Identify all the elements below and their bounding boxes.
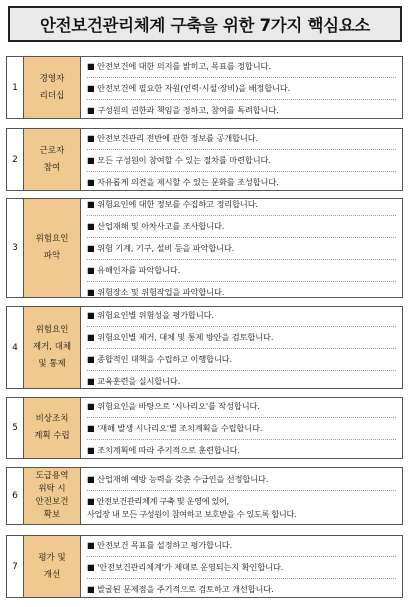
element-number: 7 (7, 536, 24, 597)
list-item: ■ 조치계획에 따라 주기적으로 훈련합니다. (87, 445, 240, 455)
list-item: ■ '안전보건관리체계'가 제대로 운영되는지 확인합니다. (87, 557, 396, 579)
title-box (8, 6, 402, 42)
element-label-cell (24, 398, 81, 458)
element-row (6, 397, 403, 459)
element-number: 2 (7, 129, 24, 190)
element-row (6, 56, 403, 119)
list-item: ■ 안전보건에 대한 의지를 밝히고, 목표를 정합니다. (87, 56, 396, 78)
list-item: ■ 교육훈련을 실시합니다. (87, 375, 181, 386)
element-label: 경영자 리더십 (39, 73, 65, 101)
list-item: ■ 위험 기계, 기구, 설비 등을 파악합니다. (87, 238, 396, 260)
element-number: 5 (7, 398, 24, 458)
element-label: 위험요인 제거, 대체 및 통제 (32, 325, 72, 369)
element-row (6, 198, 403, 298)
element-items (81, 57, 402, 118)
element-label-cell (24, 468, 81, 524)
element-number: 6 (7, 468, 24, 524)
element-row (6, 128, 403, 191)
list-item: ■ 위험장소 및 위험작업을 파악합니다. (87, 287, 225, 297)
list-item: ■ 산업재해 및 아차사고를 조사합니다. (87, 216, 396, 238)
element-row (6, 535, 403, 598)
list-item: ■ 산업재해 예방 능력을 갖춘 수급인을 선정합니다. (87, 469, 396, 491)
element-row (6, 306, 403, 389)
element-number: 3 (7, 199, 24, 297)
list-item: ■ 구성원의 권한과 책임을 정하고, 참여를 독려합니다. (87, 104, 279, 115)
list-item: ■ 위험요인별 위험성을 평가합니다. (87, 305, 396, 327)
list-item: ■ 안전보건관리 전반에 관한 정보를 공개합니다. (87, 128, 396, 150)
element-items (81, 536, 402, 597)
element-items (81, 398, 402, 458)
list-item: ■ 안전보건에 필요한 자원(인력·시설·장비)을 배정합니다. (87, 78, 396, 100)
list-item: ■ 종합적인 대책을 수립하고 이행합니다. (87, 349, 396, 371)
list-item: ■ 안전보건 목표를 설정하고 평가합니다. (87, 535, 396, 557)
element-label: 도급용역 위탁 시 안전보건 확보 (35, 471, 69, 520)
element-label: 위험요인 파악 (35, 234, 69, 261)
element-label-cell (24, 536, 81, 597)
element-label-cell (24, 129, 81, 190)
list-item: ■ 안전보건관리체계 구축 및 운영에 있어, 사업장 내 모든 구성원이 참여하고 보호받을 수 있도록 합니다. (87, 495, 297, 519)
element-label-cell (24, 307, 81, 388)
list-item: ■ 위험요인별 제거, 대체 및 통제 방안을 검토합니다. (87, 327, 396, 349)
element-label-cell (24, 57, 81, 118)
element-row (6, 467, 403, 525)
element-items (81, 468, 402, 524)
element-label: 근로자 참여 (39, 145, 65, 173)
list-item: ■ 위험요인을 바탕으로 '시나리오'를 작성합니다. (87, 396, 396, 418)
list-item: ■ '재해 발생 시나리오'별 조치계획을 수립합니다. (87, 418, 396, 440)
element-number: 4 (7, 307, 24, 388)
element-label: 평가 및 개선 (38, 552, 66, 580)
list-item: ■ 위험요인에 대한 정보를 수집하고 정리합니다. (87, 194, 396, 216)
element-items (81, 307, 402, 388)
element-number: 1 (7, 57, 24, 118)
element-label-cell (24, 199, 81, 297)
list-item: ■ 발굴된 문제점을 주기적으로 검토하고 개선합니다. (87, 583, 274, 594)
list-item: ■ 유해인자를 파악합니다. (87, 260, 396, 282)
element-items (81, 199, 402, 297)
page-title: 안전보건관리체계 구축을 위한 7가지 핵심요소 (39, 16, 371, 35)
element-items (81, 129, 402, 190)
element-label: 비상조치 계획 수립 (34, 414, 70, 441)
list-item: ■ 모든 구성원이 참여할 수 있는 절차를 마련합니다. (87, 150, 396, 172)
list-item: ■ 자유롭게 의견을 제시할 수 있는 문화를 조성합니다. (87, 176, 279, 187)
